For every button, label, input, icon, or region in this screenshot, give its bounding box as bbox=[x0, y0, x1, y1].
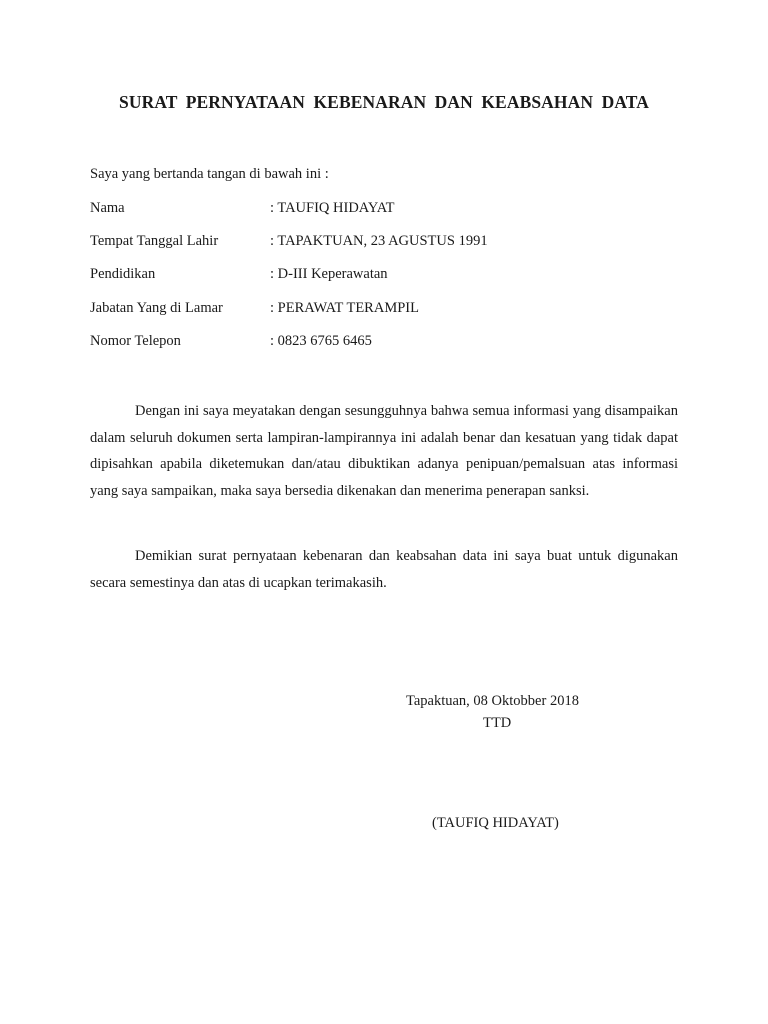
document-title: SURAT PERNYATAAN KEBENARAN DAN KEABSAHAN DATA bbox=[119, 92, 649, 112]
field-label: Nama bbox=[90, 200, 125, 216]
signature-mark: TTD bbox=[483, 715, 512, 731]
field-value: : TAPAKTUAN, 23 AGUSTUS 1991 bbox=[270, 233, 488, 249]
field-value: : TAUFIQ HIDAYAT bbox=[270, 200, 395, 216]
closing-paragraph: Demikian surat pernyataan kebenaran dan keabsahan data ini saya buat untuk digunakan secara semestinya dan atas di ucapkan terimakasih. bbox=[90, 548, 678, 591]
field-label: Nomor Telepon bbox=[90, 333, 181, 349]
field-label: Jabatan Yang di Lamar bbox=[90, 300, 223, 316]
statement-paragraph: Dengan ini saya meyatakan dengan sesungguhnya bahwa semua informasi yang disampaikan dalam seluruh dokumen serta lampiran-lampirannya ini adalah benar dan kesatuan yang tidak dapat dipisahkan apabila diketemukan dan/atau dibuktikan adanya penipuan/pemalsuan atas informasi yang saya sampaikan, maka saya bersedia dikenakan dan menerima penerapan sanksi. bbox=[90, 403, 678, 499]
field-label: Pendidikan bbox=[90, 266, 156, 282]
intro-text: Saya yang bertanda tangan di bawah ini : bbox=[90, 166, 329, 182]
field-value: : PERAWAT TERAMPIL bbox=[270, 300, 419, 316]
place-date: Tapaktuan, 08 Oktobber 2018 bbox=[406, 693, 579, 709]
field-value: : 0823 6765 6465 bbox=[270, 333, 372, 349]
field-value: : D-III Keperawatan bbox=[270, 266, 388, 282]
field-label: Tempat Tanggal Lahir bbox=[90, 233, 219, 249]
signatory-name: (TAUFIQ HIDAYAT) bbox=[432, 815, 559, 831]
